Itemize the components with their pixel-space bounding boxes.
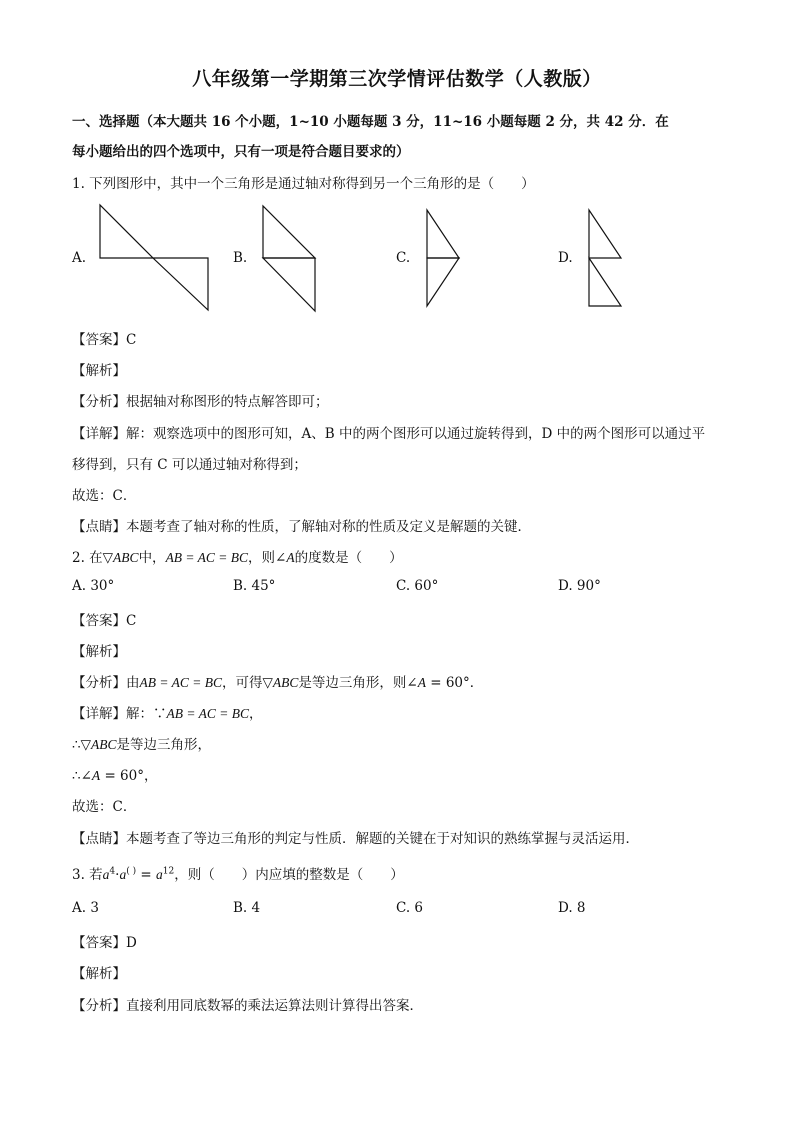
q2-triangle-symbol: ▽ABC: [102, 550, 139, 565]
triangle-lower: [427, 258, 459, 306]
q2-xiangjie-pre: 【详解】解：∵: [72, 706, 167, 722]
q1-option-c-label: C.: [396, 250, 411, 266]
q1-guxuan: 故选：C．: [72, 488, 137, 504]
q2-stem-end: 的度数是（ ）: [294, 550, 403, 566]
section-heading-line-1: 一、选择题（本大题共 16 个小题，1~10 小题每题 3 分，11~16 小题每题 2 分，共 42 分．在: [72, 114, 669, 130]
q1-stem: 1. 下列图形中，其中一个三角形是通过轴对称得到另一个三角形的是（ ）: [72, 176, 535, 192]
q2-therefore-2-pre: ∴∠: [72, 768, 92, 784]
triangle-lower: [153, 258, 208, 310]
q1-xiangjie-line-2: 移得到，只有 C 可以通过轴对称得到；: [72, 457, 307, 473]
q3-base-3: a: [156, 867, 163, 882]
q2-therefore-1: [72, 733, 732, 753]
q2-stem-pre: 2. 在: [72, 550, 103, 566]
q2-option-d: D. 90°: [558, 578, 601, 594]
triangle-lower: [263, 258, 315, 311]
q3-base-1: a: [102, 867, 110, 882]
q1-option-d-label: D.: [558, 250, 573, 266]
q3-answer: 【答案】D: [72, 935, 137, 951]
q2-jiexi: 【解析】: [72, 644, 126, 660]
q1-dianjing: 【点睛】本题考查了轴对称的性质，了解轴对称的性质及定义是解题的关键．: [72, 519, 531, 535]
q3-stem-end: ，则（ ）内应填的整数是（ ）: [174, 867, 404, 883]
q3-stem-pre: 3. 若: [72, 867, 103, 883]
q3-jiexi: 【解析】: [72, 966, 126, 982]
triangle-lower: [589, 258, 621, 306]
q3-option-c: C. 6: [396, 900, 424, 916]
q1-xiangjie-line-1: 【详解】解：观察选项中的图形可知，A、B 中的两个图形可以通过旋转得到，D 中的两个图形可以通过平: [72, 426, 706, 442]
q2-fenxi: [72, 671, 732, 691]
q3-stem: [72, 863, 732, 883]
q3-equals: =: [136, 867, 156, 883]
q2-answer: 【答案】C: [72, 613, 137, 629]
q2-fenxi-mid2: 是等边三角形，则∠: [298, 675, 418, 691]
q2-therefore-2: [72, 764, 732, 784]
q1-answer: 【答案】C: [72, 332, 137, 348]
q1-option-d-figure: [585, 207, 627, 309]
q2-fenxi-equation: AB = AC = BC: [139, 675, 222, 690]
q2-therefore-1-end: 是等边三角形，: [116, 737, 211, 753]
q3-dot: ·: [115, 867, 120, 883]
q2-stem: [72, 546, 732, 566]
q2-dianjing: 【点睛】本题考查了等边三角形的判定与性质．解题的关键在于对知识的熟练掌握与灵活运用．: [72, 831, 639, 847]
q2-fenxi-angle-var: A: [417, 675, 426, 690]
q2-therefore-2-angle-var: A: [91, 768, 101, 783]
q3-exponent-12: 12: [162, 866, 175, 877]
q1-fenxi: 【分析】根据轴对称图形的特点解答即可；: [72, 394, 329, 410]
triangle-upper: [263, 206, 315, 258]
q2-fenxi-pre: 【分析】由: [72, 675, 140, 691]
q2-stem-post: ，则∠: [248, 550, 287, 566]
q2-therefore-2-end: = 60°，: [100, 768, 158, 784]
q2-xiangjie-end: ，: [248, 706, 263, 722]
q1-option-a-figure: [96, 203, 212, 313]
q2-therefore-1-triangle: ▽ABC: [80, 737, 117, 752]
q3-exponent-4: 4: [109, 866, 116, 877]
q2-angle-var: A: [286, 550, 295, 565]
q1-option-c-figure: [423, 207, 465, 309]
page-title: 八年级第一学期第三次学情评估数学（人教版）: [192, 68, 602, 90]
q2-option-a: A. 30°: [72, 578, 115, 594]
section-heading-line-2: 每小题给出的四个选项中，只有一项是符合题目要求的）: [72, 144, 410, 160]
q2-fenxi-end: = 60°．: [425, 675, 484, 691]
q3-option-a: A. 3: [72, 900, 99, 916]
triangle-upper: [427, 210, 459, 258]
q3-fenxi: 【分析】直接利用同底数幂的乘法运算法则计算得出答案．: [72, 998, 423, 1014]
q2-equation: AB = AC = BC: [165, 550, 249, 565]
q2-option-b: B. 45°: [233, 578, 276, 594]
q2-xiangjie: [72, 702, 732, 722]
triangle-upper: [589, 210, 621, 258]
q3-option-d: D. 8: [558, 900, 586, 916]
q2-fenxi-mid: ，可得: [221, 675, 263, 691]
q2-therefore-1-pre: ∴: [72, 737, 81, 753]
q1-option-a-label: A.: [72, 250, 87, 266]
q3-option-b: B. 4: [233, 900, 261, 916]
q2-guxuan: 故选：C．: [72, 799, 137, 815]
q2-fenxi-triangle: ▽ABC: [262, 675, 299, 690]
q1-jiexi: 【解析】: [72, 363, 126, 379]
q2-option-c: C. 60°: [396, 578, 439, 594]
q2-stem-mid: 中，: [138, 550, 166, 566]
triangle-upper: [100, 205, 153, 258]
q2-xiangjie-equation: AB = AC = BC: [166, 706, 249, 721]
q3-exponent-blank: ( ): [126, 866, 137, 877]
q3-base-2: a: [119, 867, 127, 882]
q1-option-b-figure: [260, 203, 320, 315]
q1-option-b-label: B.: [233, 250, 248, 266]
